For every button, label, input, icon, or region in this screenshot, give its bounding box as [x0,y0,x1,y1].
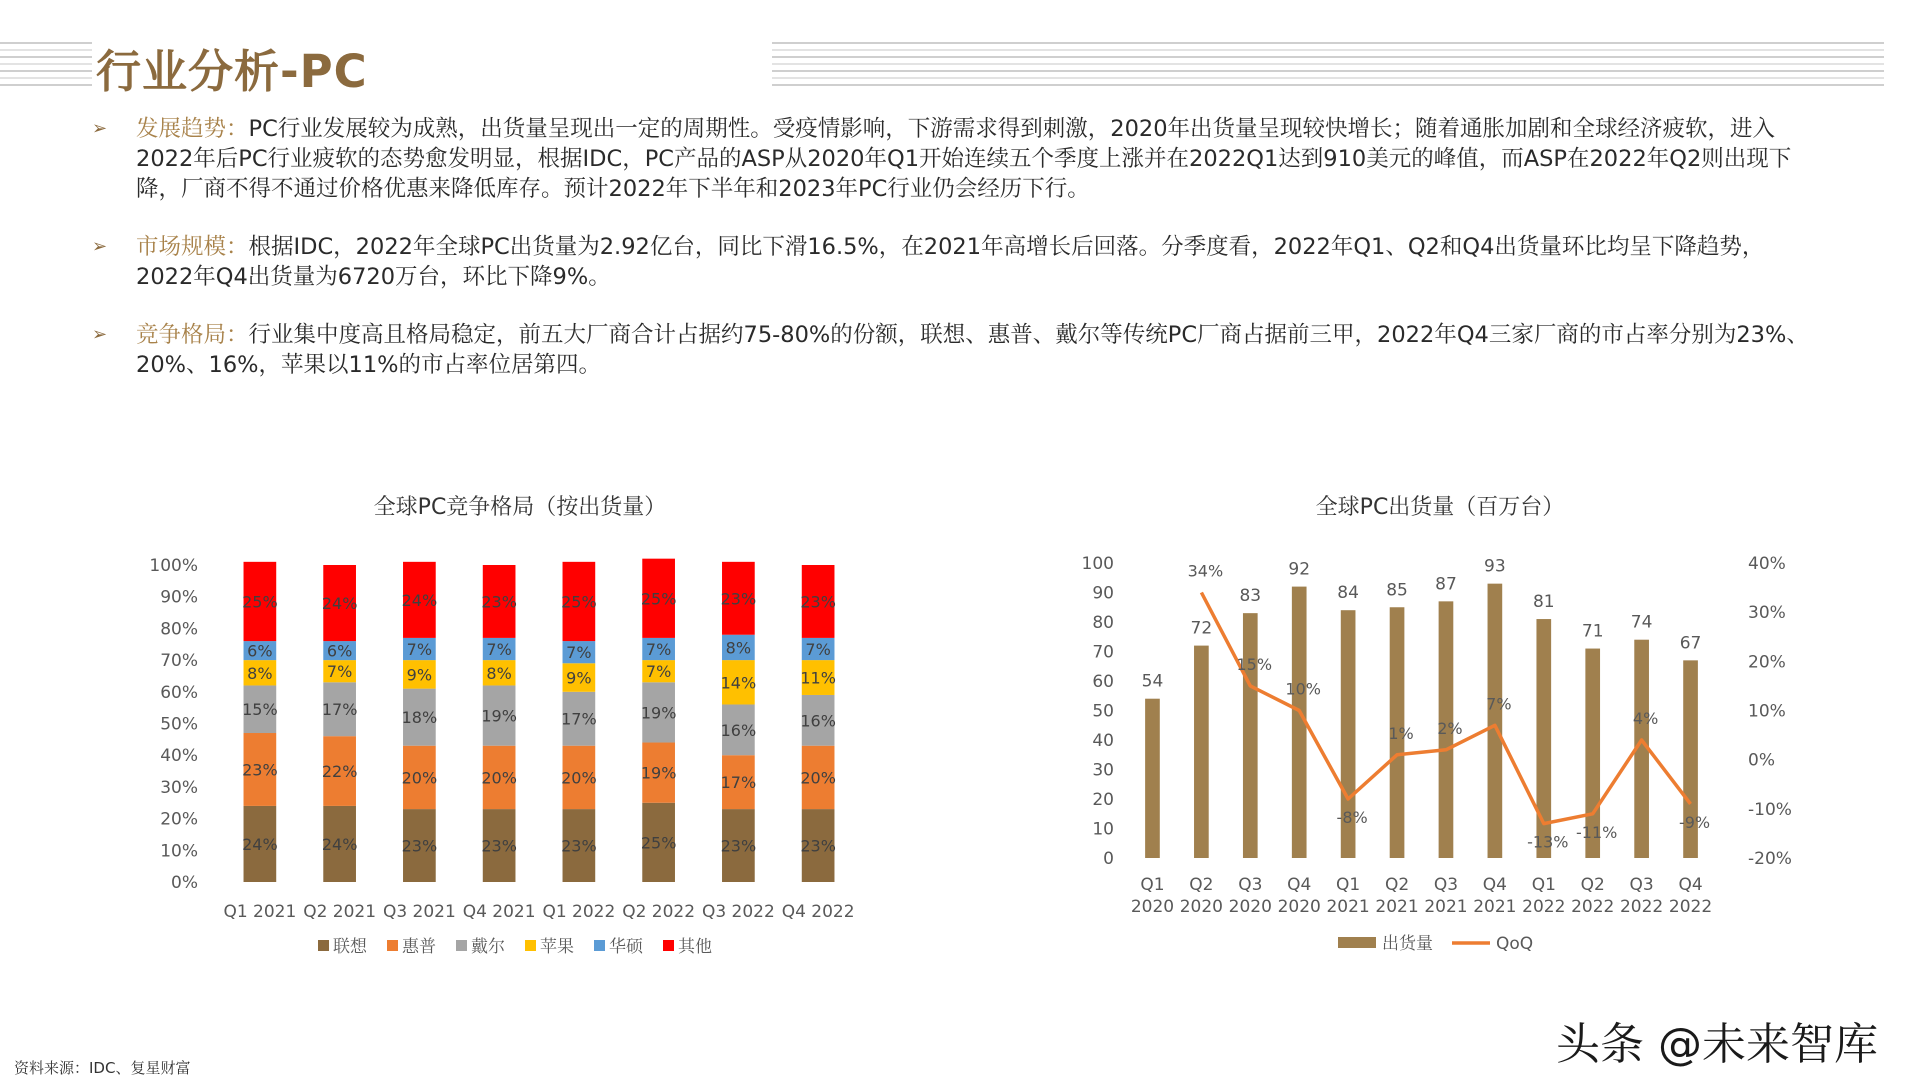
shipment-bar [1145,699,1160,858]
data-label: 7% [566,643,592,663]
x-tick-label: 2021 [1473,897,1517,917]
data-label: 8% [486,663,512,683]
bar-value-label: 87 [1435,574,1457,595]
x-tick-label: Q2 [1580,875,1605,895]
data-label: 23% [242,760,278,780]
shipment-bar [1488,584,1503,858]
data-label: 8% [725,638,752,658]
x-tick-label: Q1 2021 [223,902,297,922]
x-tick-label: Q4 [1287,875,1312,895]
x-tick-label: Q3 [1629,875,1654,895]
arrow-bullet-icon: ➢ [92,118,108,139]
data-label: 7% [805,640,831,660]
data-label: 7% [406,640,433,660]
data-label: 20% [401,768,438,788]
data-label: 23% [481,836,517,856]
x-tick-label: Q2 [1189,875,1214,895]
arrow-bullet-icon: ➢ [92,236,108,257]
data-label: 23% [800,836,836,856]
x-tick-label: Q3 [1433,875,1459,895]
data-label: 7% [326,662,353,682]
qoq-value-label: 2% [1437,718,1463,738]
data-label: 7% [486,640,512,660]
y-tick-label: 10% [160,841,198,862]
legend-label: QoQ [1496,934,1534,954]
data-label: 25% [640,833,677,853]
y-tick-label: 30% [160,777,198,798]
y-tick-label: 40 [1092,731,1114,751]
x-tick-label: 2020 [1179,897,1224,917]
data-label: 7% [645,640,672,660]
x-tick-label: 2021 [1326,897,1370,917]
bar-value-label: 93 [1484,556,1506,577]
data-label: 9% [406,665,433,685]
data-label: 23% [481,592,517,612]
data-label: 7% [645,662,672,682]
bar-value-label: 67 [1679,633,1702,654]
y2-tick-label: -10% [1748,799,1792,820]
qoq-value-label: -11% [1576,822,1618,842]
bar-value-label: 92 [1288,559,1311,580]
page-title: 行业分析-PC [96,45,368,98]
arrow-bullet-icon: ➢ [92,324,108,345]
x-tick-label: 2022 [1619,897,1664,917]
y-tick-label: 100 [1081,554,1114,574]
y2-tick-label: 10% [1748,701,1786,722]
qoq-value-label: 10% [1285,679,1321,699]
y2-tick-label: 20% [1748,652,1786,673]
y-tick-label: 80 [1092,613,1114,633]
data-label: 8% [247,663,273,683]
data-label: 24% [242,834,278,854]
y-tick-label: 30 [1092,760,1114,781]
y-tick-label: 70% [160,651,198,672]
y-tick-label: 20% [160,809,198,830]
y-tick-label: 90% [160,587,198,608]
x-tick-label: Q4 2022 [781,902,855,922]
data-label: 23% [720,836,757,856]
x-tick-label: Q3 2022 [701,902,775,922]
y-tick-label: 0% [171,873,198,893]
legend-label: 联想 [333,937,367,957]
qoq-value-label: -9% [1678,812,1711,832]
y2-tick-label: 40% [1748,554,1786,574]
x-tick-label: 2022 [1668,897,1713,917]
legend-label: 其他 [678,937,712,957]
data-label: 23% [401,836,438,856]
market-share-chart-title: 全球PC竞争格局（按出货量） [373,495,667,520]
shipment-chart-title: 全球PC出货量（百万台） [1315,495,1565,520]
bar-value-label: 85 [1386,580,1408,601]
y-tick-label: 60 [1092,672,1114,692]
data-label: 25% [561,592,597,612]
data-label: 25% [242,592,278,612]
shipment-bar [1194,646,1209,858]
bar-value-label: 74 [1630,612,1653,633]
x-tick-label: 2022 [1522,897,1566,917]
y-tick-label: 40% [160,746,198,767]
x-tick-label: Q4 [1678,875,1703,895]
y-tick-label: 0 [1103,849,1114,869]
data-label: 16% [800,711,836,731]
y-tick-label: 50 [1092,701,1114,722]
x-tick-label: 2020 [1130,897,1175,917]
x-tick-label: Q1 [1336,875,1361,895]
x-tick-label: 2020 [1228,897,1272,917]
data-label: 25% [640,589,677,609]
qoq-value-label: 34% [1187,561,1224,581]
qoq-value-label: 7% [1486,694,1512,714]
legend-swatch [1338,937,1376,948]
y2-tick-label: 0% [1748,750,1775,771]
data-label: 22% [321,762,358,782]
bullet-key: 发展趋势： [136,116,249,142]
x-tick-label: 2020 [1277,897,1321,917]
bullet-body: 根据IDC，2022年全球PC出货量为2.92亿台，同比下滑16.5%，在2021年高增长后回落。分季度看，2022年Q1、Q2和Q4出货量环比均呈下降趋势，2022年Q4出货量为6720万台，环比下降9%。 [136,234,1765,290]
data-label: 24% [321,834,358,854]
data-label: 14% [720,673,757,693]
qoq-value-label: -8% [1336,808,1368,827]
data-label: 18% [401,708,438,728]
y2-tick-label: 30% [1748,603,1786,624]
y2-tick-label: -20% [1748,849,1792,869]
y-tick-label: 60% [160,682,198,703]
qoq-value-label: 1% [1388,723,1414,743]
data-label: 16% [720,720,757,740]
data-label: 23% [720,589,757,609]
data-label: 23% [561,836,597,856]
x-tick-label: Q2 2021 [303,902,377,922]
bar-value-label: 72 [1190,618,1213,639]
shipment-bar [1243,613,1258,858]
x-tick-label: 2022 [1571,897,1615,917]
data-label: 17% [561,709,597,729]
bullet-key: 市场规模： [136,234,249,260]
bullet-key: 竞争格局： [136,322,249,348]
bar-value-label: 84 [1337,583,1359,604]
x-tick-label: 2021 [1375,897,1419,917]
watermark: 头条 @未来智库 [1556,1019,1878,1070]
data-label: 20% [561,768,597,788]
data-label: 19% [481,706,517,726]
x-tick-label: Q1 [1140,875,1165,895]
data-label: 24% [321,594,358,614]
data-label: 20% [481,768,517,788]
legend-label: 惠普 [402,937,436,957]
data-label: 23% [800,592,836,612]
bar-value-label: 81 [1532,592,1555,613]
data-label: 24% [401,590,438,610]
source-note: 资料来源：IDC、复星财富 [14,1059,191,1077]
legend-label: 苹果 [540,937,574,957]
x-tick-label: Q2 [1384,875,1410,895]
qoq-value-label: -13% [1527,832,1569,852]
x-tick-label: 2021 [1424,897,1468,917]
y-tick-label: 90 [1092,583,1114,604]
x-tick-label: Q1 [1531,875,1556,895]
qoq-value-label: 15% [1236,654,1273,674]
x-tick-label: Q1 2022 [542,902,616,922]
y-tick-label: 20 [1092,790,1114,810]
y-tick-label: 80% [160,619,198,640]
legend-label: 华硕 [609,937,643,957]
data-label: 20% [800,768,836,788]
data-label: 6% [247,641,273,661]
y-tick-label: 70 [1092,642,1114,663]
data-label: 17% [720,773,757,793]
data-label: 19% [640,703,677,723]
data-label: 17% [321,700,358,720]
data-label: 11% [800,668,836,688]
qoq-value-label: 4% [1632,709,1659,728]
bar-value-label: 83 [1239,586,1262,607]
x-tick-label: Q4 2021 [462,902,536,922]
data-label: 19% [640,763,677,783]
x-tick-label: Q3 2021 [382,902,456,922]
legend-label: 戴尔 [471,937,505,957]
data-label: 6% [326,641,353,661]
legend-label: 出货量 [1382,934,1433,954]
bar-value-label: 71 [1581,621,1604,642]
data-label: 9% [566,668,592,688]
data-label: 15% [242,700,278,720]
x-tick-label: Q2 2022 [622,902,696,922]
x-tick-label: Q4 [1482,875,1507,895]
bullet-body: 行业集中度高且格局稳定，前五大厂商合计占据约75-80%的份额，联想、惠普、戴尔等传统PC厂商占据前三甲，2022年Q4三家厂商的市占率分别为23%、20%、16%，苹果以11%的市占率位居第四。 [136,322,1809,378]
y-tick-label: 100% [149,556,198,576]
y-tick-label: 10 [1092,819,1114,840]
y-tick-label: 50% [160,714,198,735]
bullet-body: PC行业发展较为成熟，出货量呈现出一定的周期性。受疫情影响，下游需求得到刺激，2020年出货量呈现较快增长；随着通胀加剧和全球经济疲软，进入2022年后PC行业疲软的态势愈发明显，根据IDC，PC产品的ASP从2020年Q1开始连续五个季度上涨并在2022Q1达到910美元的峰值，而ASP在2022年Q2则出现下降，厂商不得不通过价格优惠来降低库存。预计2022年下半年和2023年PC行业仍会经历下行。 [136,116,1792,202]
bar-value-label: 54 [1141,671,1164,692]
x-tick-label: Q3 [1238,875,1263,895]
